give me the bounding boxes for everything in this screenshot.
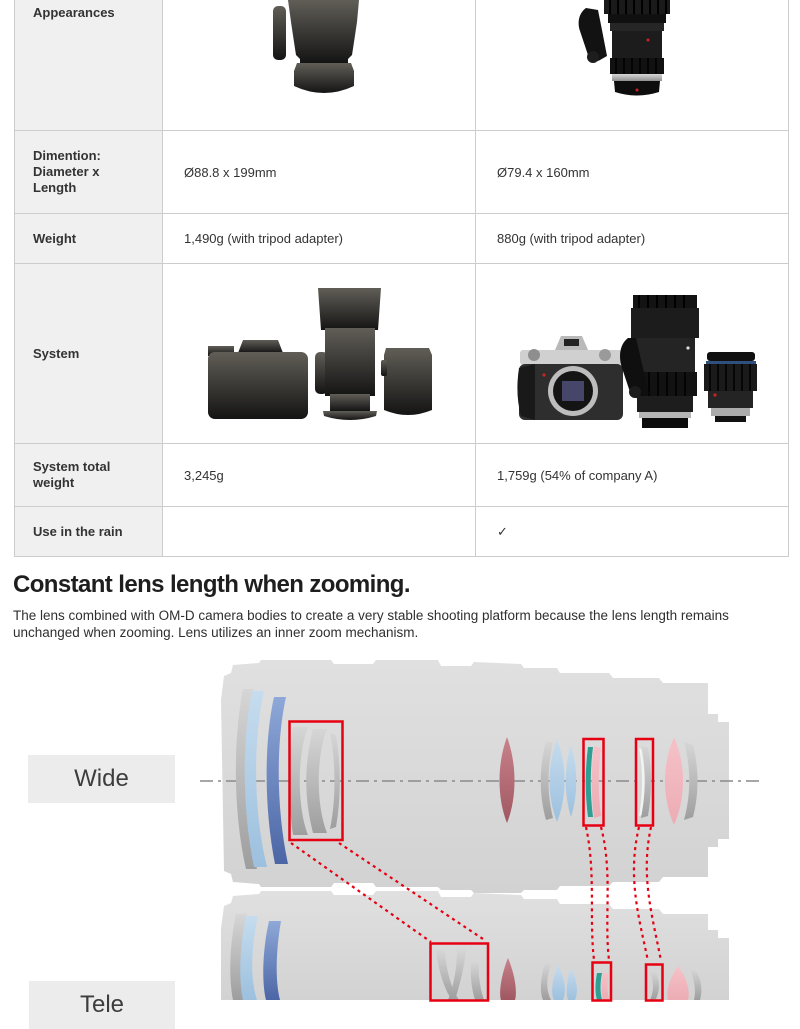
row-label-rain: Use in the rain	[15, 507, 163, 557]
lens-a-silhouette-image	[163, 0, 475, 130]
appearance-image-company-a	[163, 0, 476, 131]
lens-cross-section-image	[0, 650, 800, 1000]
section-heading: Constant lens length when zooming.	[13, 571, 410, 598]
system-b-photo-image	[476, 264, 788, 443]
dimension-value-b: Ø79.4 x 160mm	[476, 131, 789, 214]
tele-label: Tele	[29, 981, 175, 1029]
wide-label: Wide	[28, 755, 175, 803]
system-image-omd	[476, 264, 789, 444]
system-weight-value-a: 3,245g	[163, 444, 476, 507]
rain-value-a	[163, 507, 476, 557]
system-a-silhouette-image	[163, 264, 475, 443]
table-row-dimension	[15, 131, 789, 214]
lens-construction-diagram	[0, 650, 800, 1018]
table-row-rain	[15, 507, 789, 557]
comparison-table	[14, 0, 789, 557]
row-label-weight: Weight	[15, 214, 163, 264]
row-label-dimension: Dimention: Diameter x Length	[15, 131, 163, 214]
table-row-weight	[15, 214, 789, 264]
weight-value-a: 1,490g (with tripod adapter)	[163, 214, 476, 264]
rain-checkmark: ✓	[476, 507, 789, 557]
table-row-system-weight	[15, 444, 789, 507]
lens-b-photo-image	[476, 0, 788, 130]
dimension-value-a: Ø88.8 x 199mm	[163, 131, 476, 214]
row-label-system: System	[15, 264, 163, 444]
appearance-image-lens	[476, 0, 789, 131]
system-weight-value-b: 1,759g (54% of company A)	[476, 444, 789, 507]
row-label-system-weight: System total weight	[15, 444, 163, 507]
table-row-appearances	[15, 0, 789, 131]
system-image-company-a	[163, 264, 476, 444]
weight-value-b: 880g (with tripod adapter)	[476, 214, 789, 264]
section-body-text: The lens combined with OM-D camera bodies to create a very stable shooting platform because the lens length remains unchanged when zooming. Lens utilizes an inner zoom mechanism.	[13, 608, 729, 640]
row-label-appearances: Appearances	[15, 0, 163, 131]
table-row-system	[15, 264, 789, 444]
